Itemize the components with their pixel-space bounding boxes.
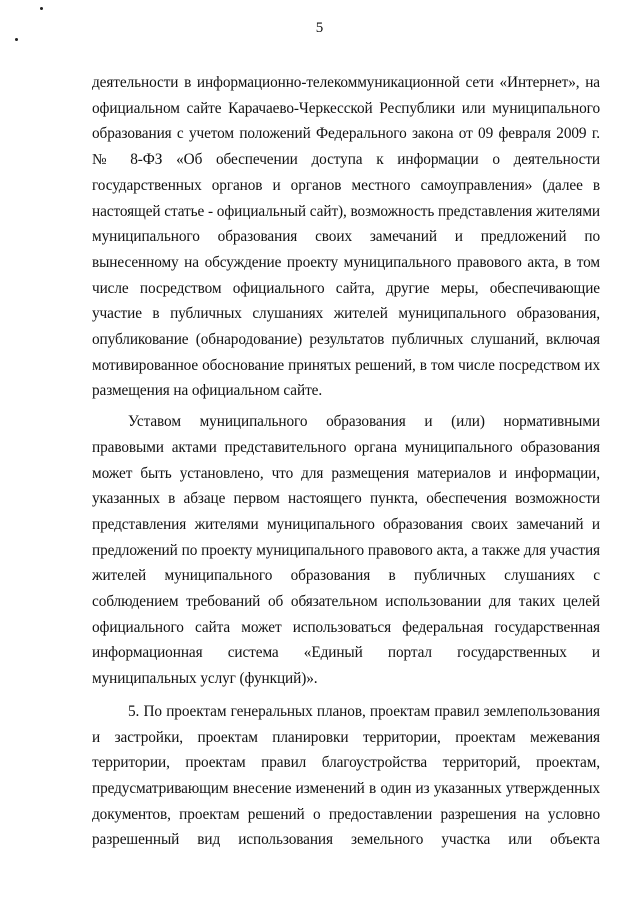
document-body	[92, 70, 600, 853]
paragraph-ustav: Уставом муниципального образования и (или) нормативными правовыми актами представительного органа муниципального образования может быть установлено, что для размещения материалов и информации, указанных в абзаце первом настоящего пункта, обеспечения возможности представления жителями муниципального образования своих замечаний и предложений по проекту муниципального правового акта, а также для участия жителей муниципального образования в публичных слушаниях с соблюдением требований об обязательном использовании для таких целей официального сайта может использоваться федеральная государственная информационная система «Единый портал государственных и муниципальных услуг (функций)».	[92, 413, 600, 688]
paragraph-item-5: 5. По проектам генеральных планов, проектам правил землепользования и застройки, проектам планировки территории, проектам межевания территории, проектам правил благоустройства территорий, проектам, предусматривающим внесение изменений в один из указанных утвержденных документов, проектам решений о предоставлении разрешения на условно разрешенный вид использования земельного участка или объекта	[92, 702, 600, 849]
scan-speck	[40, 7, 43, 10]
paragraph-continuation: деятельности в информационно-телекоммуникационной сети «Интернет», на официальном сайте Карачаево-Черкесской Республики или муниципального образования с учетом положений Федерального закона от 09 февраля 2009 г. № 8-ФЗ «Об обеспечении доступа к информации о деятельности государственных органов и органов местного самоуправления» (далее в настоящей статье - официальный сайт), возможность представления жителями муниципального образования своих замечаний и предложений по вынесенному на обсуждение проекту муниципального правового акта, в том числе посредством официального сайта, другие меры, обеспечивающие участие в публичных слушаниях жителей муниципального образования, опубликование (обнародование) результатов публичных слушаний, включая мотивированное обоснование принятых решений, в том числе посредством их размещения на официальном сайте.	[92, 74, 600, 400]
page-number: 5	[315, 20, 324, 36]
scan-speck	[15, 38, 18, 41]
